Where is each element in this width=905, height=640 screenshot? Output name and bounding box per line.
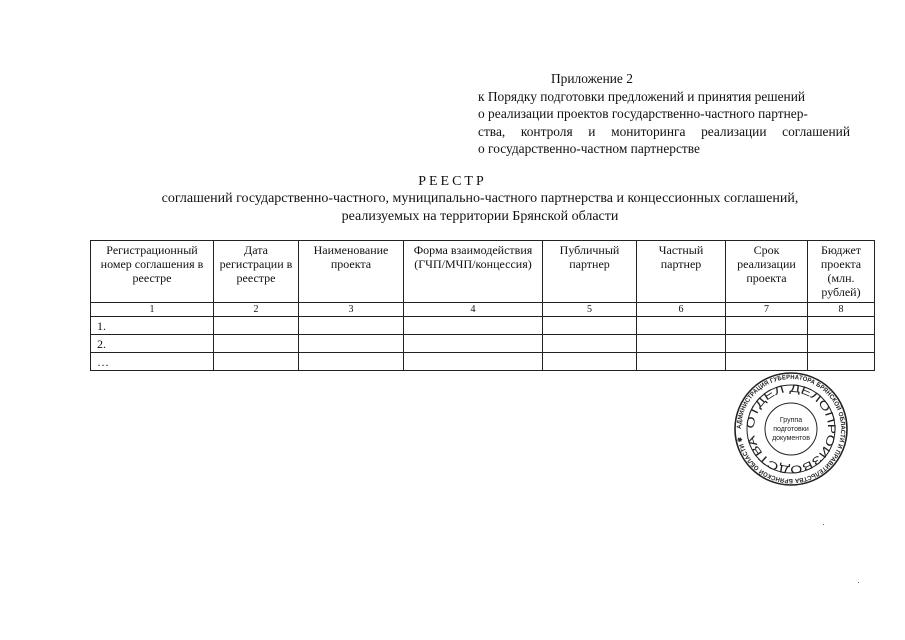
register-subtitle-line: соглашений государственно-частного, муниципально-частного партнерства и концессионных соглашений, (161, 191, 799, 206)
official-stamp (734, 372, 848, 486)
table-cell (214, 317, 299, 335)
appendix-line: о реализации проектов государственно-частного партнер- (478, 106, 808, 122)
header-project-budget: Бюджет проекта (млн. рублей) (808, 241, 875, 303)
column-number: 2 (214, 303, 299, 317)
column-number: 1 (91, 303, 214, 317)
scan-speck (858, 582, 859, 583)
table-cell (637, 353, 726, 371)
header-registration-number: Регистрационный номер соглашения в реестре (91, 241, 214, 303)
table-cell (299, 353, 404, 371)
stamp-center-line: документов (772, 435, 810, 442)
table-cell (404, 317, 543, 335)
header-project-term: Срок реализации проекта (726, 241, 808, 303)
table-cell (404, 335, 543, 353)
table-cell (543, 335, 637, 353)
table-cell (404, 353, 543, 371)
register-subtitle-line: реализуемых на территории Брянской области (341, 209, 619, 224)
table-row (91, 353, 875, 371)
column-number: 4 (404, 303, 543, 317)
table-cell (726, 335, 808, 353)
appendix-line: к Порядку подготовки предложений и принятия решений (478, 88, 806, 104)
register-title: РЕЕСТР (418, 174, 487, 189)
table-header-row (91, 241, 875, 303)
row-number: … (91, 353, 214, 371)
header-interaction-form: Форма взаимодействия (ГЧП/МЧП/концессия) (404, 241, 543, 303)
header-project-name: Наименование проекта (299, 241, 404, 303)
column-number: 8 (808, 303, 875, 317)
table-row (91, 317, 875, 335)
column-number: 3 (299, 303, 404, 317)
column-number-row (91, 303, 875, 317)
table-cell (214, 335, 299, 353)
stamp-center-line: Группа (779, 417, 803, 424)
header-registration-date: Дата регистрации в реестре (214, 241, 299, 303)
table-cell (299, 317, 404, 335)
table-cell (726, 353, 808, 371)
table-row (91, 335, 875, 353)
row-number: 1. (91, 317, 214, 335)
appendix-line: о государственно-частном партнерстве (478, 141, 700, 157)
table-cell (299, 335, 404, 353)
table-cell (637, 335, 726, 353)
table-cell (726, 317, 808, 335)
table-cell (214, 353, 299, 371)
stamp-inner-text: ОТДЕЛ ДЕЛОПРОИЗВОДСТВА (744, 382, 838, 476)
scan-speck (823, 524, 824, 525)
table-cell (808, 353, 875, 371)
stamp-outer-text: АДМИНИСТРАЦИЯ ГУБЕРНАТОРА БРЯНСКОЙ ОБЛАСТИ И ПРАВИТЕЛЬСТВА БРЯНСКОЙ ОБЛАСТИ ✱ (735, 373, 847, 485)
table-cell (543, 353, 637, 371)
column-number: 5 (543, 303, 637, 317)
register-subtitle (0, 190, 905, 226)
table-cell (637, 317, 726, 335)
appendix-line: ства, контроля и мониторинга реализации соглашений (478, 123, 850, 139)
column-number: 7 (726, 303, 808, 317)
table-cell (543, 317, 637, 335)
register-table (90, 240, 875, 371)
header-private-partner: Частный партнер (637, 241, 726, 303)
header-public-partner: Публичный партнер (543, 241, 637, 303)
table-cell (808, 317, 875, 335)
row-number: 2. (91, 335, 214, 353)
appendix-title: Приложение 2 (551, 71, 633, 86)
table-cell (808, 335, 875, 353)
column-number: 6 (637, 303, 726, 317)
appendix-header (478, 70, 850, 158)
stamp-center-line: подготовки (773, 426, 809, 433)
